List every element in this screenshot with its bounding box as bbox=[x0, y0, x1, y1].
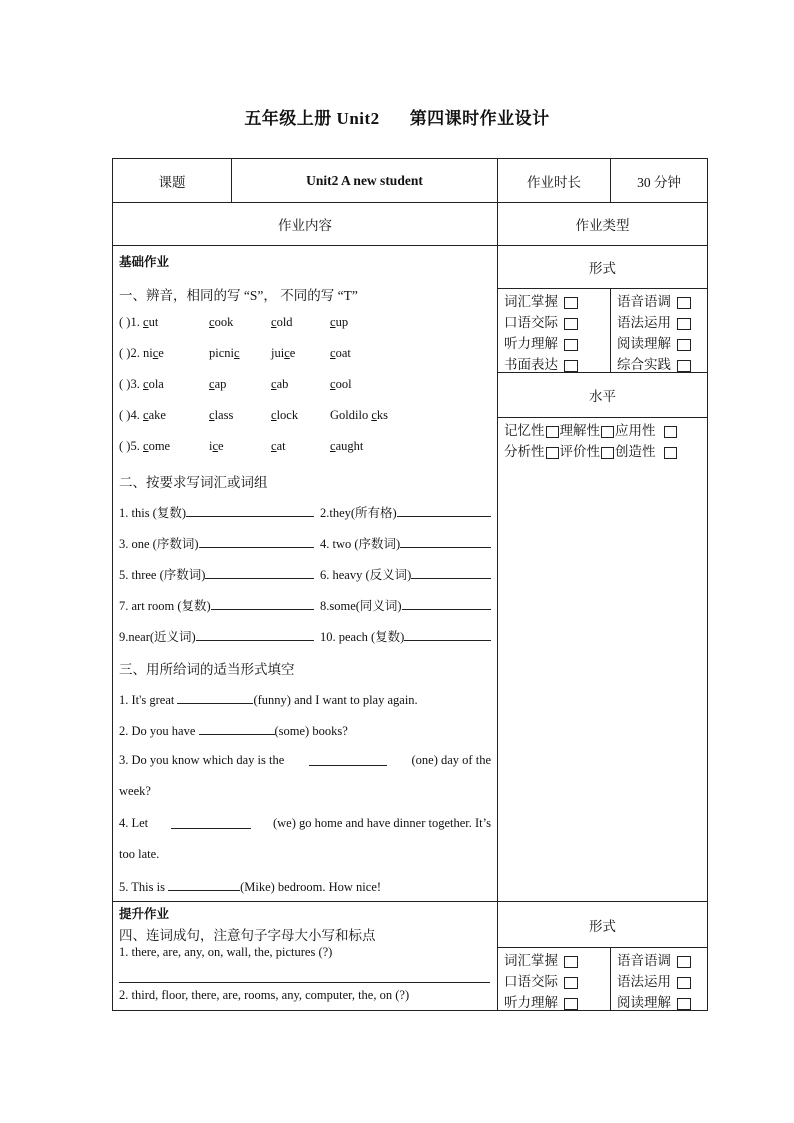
sec2-item-right: 2.they(所有格) bbox=[320, 503, 491, 521]
sec2-title: 二、按要求写词汇或词组 bbox=[119, 475, 268, 490]
sec1-word-underlined-letter: c bbox=[209, 377, 215, 391]
sec2-blank[interactable] bbox=[400, 535, 491, 548]
q5-post: (Mike) bedroom. How nice! bbox=[240, 880, 382, 894]
checkbox[interactable] bbox=[677, 360, 691, 372]
level-option-label: 分析性 bbox=[504, 444, 545, 459]
sec3-q2 bbox=[119, 722, 348, 739]
q1-post: (funny) and I want to play again. bbox=[253, 693, 418, 707]
form-option-label: 语音语调 bbox=[617, 294, 671, 309]
sec1-word-underlined-letter: c bbox=[330, 377, 336, 391]
form-option-label: 阅读理解 bbox=[617, 995, 671, 1010]
sec1-word-underlined-letter: c bbox=[234, 346, 240, 360]
title-part2: 第四课时作业设计 bbox=[409, 109, 550, 128]
form-option[interactable] bbox=[617, 991, 691, 1011]
level-option-label: 理解性 bbox=[559, 423, 600, 438]
sec2-blank[interactable] bbox=[196, 628, 314, 641]
checkbox[interactable] bbox=[564, 956, 578, 968]
form-option-label: 词汇掌握 bbox=[504, 294, 558, 309]
sec1-word: cold bbox=[271, 315, 293, 329]
sec1-word: cake bbox=[143, 408, 166, 422]
sec3-q3 bbox=[119, 753, 491, 768]
checkbox[interactable] bbox=[564, 977, 578, 989]
sec1-word: caught bbox=[330, 439, 364, 453]
sec2-item-left: 7. art room (复数) bbox=[119, 596, 314, 614]
sec2-blank[interactable] bbox=[205, 566, 314, 579]
sec1-row-number: ( )3. bbox=[119, 377, 140, 391]
level-row2 bbox=[504, 440, 678, 460]
form-option[interactable] bbox=[504, 353, 578, 373]
level-option-label: 创造性 bbox=[615, 444, 656, 459]
checkbox[interactable] bbox=[677, 297, 691, 309]
sec2-item-left: 1. this (复数) bbox=[119, 503, 314, 521]
checkbox[interactable] bbox=[564, 318, 578, 330]
form-option[interactable] bbox=[617, 332, 691, 352]
sec1-word-underlined-letter: c bbox=[212, 439, 219, 453]
sec1-word: cola bbox=[143, 377, 164, 391]
form-option-label: 书面表达 bbox=[504, 357, 558, 372]
sec2-item-left: 5. three (序数词) bbox=[119, 565, 314, 583]
sec2-blank[interactable] bbox=[402, 597, 491, 610]
sec3-q4 bbox=[119, 816, 491, 831]
form-option[interactable] bbox=[504, 949, 578, 969]
q4-pre: 4. Let bbox=[119, 816, 149, 830]
checkbox[interactable] bbox=[546, 447, 559, 459]
checkbox[interactable] bbox=[677, 998, 691, 1010]
sec1-row-number: ( )1. bbox=[119, 315, 140, 329]
sec1-word-underlined-letter: c bbox=[330, 439, 336, 453]
sec1-row-number: ( )4. bbox=[119, 408, 140, 422]
sec2-blank[interactable] bbox=[211, 597, 314, 610]
sec1-word: nice bbox=[143, 346, 164, 360]
sec1-word-underlined-letter: c bbox=[143, 439, 149, 453]
q3-blank[interactable] bbox=[309, 753, 387, 766]
level-option-label: 评价性 bbox=[559, 444, 600, 459]
form-option[interactable] bbox=[504, 290, 578, 310]
sec1-word: class bbox=[209, 408, 234, 422]
sec2-blank[interactable] bbox=[186, 504, 314, 517]
sec2-blank[interactable] bbox=[411, 566, 491, 579]
form-title: 形式 bbox=[589, 261, 616, 276]
sec2-item-left: 9.near(近义词) bbox=[119, 627, 314, 645]
sec1-word: Goldilo cks bbox=[330, 408, 389, 422]
sec2-item-right: 10. peach (复数) bbox=[320, 627, 491, 645]
sec2-blank[interactable] bbox=[199, 535, 315, 548]
sec1-row-number: ( )5. bbox=[119, 439, 140, 453]
checkbox[interactable] bbox=[564, 360, 578, 372]
form-option-label: 阅读理解 bbox=[617, 336, 671, 351]
form-option[interactable] bbox=[617, 311, 691, 331]
sec1-word: cat bbox=[271, 439, 286, 453]
sec1-word: cool bbox=[330, 377, 352, 391]
sec3-q3-cont: week? bbox=[119, 784, 151, 798]
sec1-word-underlined-letter: c bbox=[271, 377, 277, 391]
form-option-label: 综合实践 bbox=[617, 357, 671, 372]
form-option-label: 词汇掌握 bbox=[504, 953, 558, 968]
form-option-label: 语音语调 bbox=[617, 953, 671, 968]
sec1-word-underlined-letter: c bbox=[330, 315, 336, 329]
q5-blank[interactable] bbox=[168, 878, 240, 891]
sec1-word: cook bbox=[209, 315, 234, 329]
checkbox[interactable] bbox=[677, 956, 691, 968]
sec1-title: 一、辨音，相同的写 “S”， 不同的写 “T” bbox=[119, 288, 358, 303]
sec1-word: cap bbox=[209, 377, 227, 391]
sec4-q1: 1. there, are, any, on, wall, the, pictures (?) bbox=[119, 945, 333, 959]
form-option[interactable] bbox=[617, 353, 691, 373]
form-option-label: 听力理解 bbox=[504, 995, 558, 1010]
sec1-word: juice bbox=[271, 346, 296, 360]
q2-pre: 2. Do you have bbox=[119, 724, 199, 738]
sec4-title: 四、连词成句，注意句子字母大小写和标点 bbox=[119, 928, 376, 943]
sec2-item-right: 8.some(同义词) bbox=[320, 596, 491, 614]
sec1-word: cab bbox=[271, 377, 289, 391]
form-option[interactable] bbox=[617, 970, 691, 990]
sec1-word-underlined-letter: c bbox=[271, 408, 277, 422]
checkbox[interactable] bbox=[677, 318, 691, 330]
q2-post: (some) books? bbox=[274, 724, 348, 738]
sec2-item-right: 4. two (序数词) bbox=[320, 534, 491, 552]
topic-label: 课题 bbox=[158, 174, 186, 190]
sec1-word: cut bbox=[143, 315, 159, 329]
form-option-label: 听力理解 bbox=[504, 336, 558, 351]
sec2-item-left: 3. one (序数词) bbox=[119, 534, 314, 552]
sec1-word: picnic bbox=[209, 346, 240, 360]
sec3-q5 bbox=[119, 878, 381, 895]
checkbox[interactable] bbox=[664, 426, 677, 438]
checkbox[interactable] bbox=[564, 339, 578, 351]
q3-pre: 3. Do you know which day is the bbox=[119, 753, 285, 767]
checkbox[interactable] bbox=[564, 297, 578, 309]
sec1-word: coat bbox=[330, 346, 351, 360]
sec3-q1 bbox=[119, 691, 418, 708]
sec1-row-number: ( )2. bbox=[119, 346, 140, 360]
sec1-word-underlined-letter: c bbox=[152, 346, 159, 360]
form-option[interactable] bbox=[504, 311, 578, 331]
sec1-word: ice bbox=[209, 439, 224, 453]
sec1-word-underlined-letter: c bbox=[271, 439, 277, 453]
sec1-word-underlined-letter: c bbox=[143, 315, 149, 329]
sec2-blank[interactable] bbox=[397, 504, 491, 517]
sec2-blank[interactable] bbox=[404, 628, 491, 641]
checkbox[interactable] bbox=[677, 977, 691, 989]
document-title bbox=[0, 104, 794, 129]
checkbox[interactable] bbox=[601, 426, 614, 438]
form-option[interactable] bbox=[504, 991, 578, 1011]
duration-value: 30 分钟 bbox=[637, 174, 681, 190]
sec1-word-underlined-letter: c bbox=[371, 408, 377, 422]
q4-post: (we) go home and have dinner together. It’s bbox=[272, 816, 491, 830]
checkbox[interactable] bbox=[546, 426, 559, 438]
checkbox[interactable] bbox=[564, 998, 578, 1010]
sec3-q4-cont: too late. bbox=[119, 847, 160, 861]
form-option-label: 口语交际 bbox=[504, 315, 558, 330]
advanced-heading: 提升作业 bbox=[119, 907, 170, 921]
sec1-word-underlined-letter: c bbox=[143, 408, 149, 422]
sec1-word-underlined-letter: c bbox=[330, 346, 336, 360]
q4-blank[interactable] bbox=[171, 816, 251, 829]
sec4-answer-line[interactable] bbox=[119, 982, 490, 983]
sec1-word: clock bbox=[271, 408, 299, 422]
form-option[interactable] bbox=[617, 949, 691, 969]
sec3-title: 三、用所给词的适当形式填空 bbox=[119, 662, 295, 677]
duration-label: 作业时长 bbox=[527, 174, 581, 190]
level-option-label: 记忆性 bbox=[504, 423, 545, 438]
content-label: 作业内容 bbox=[278, 218, 332, 233]
form2-title: 形式 bbox=[589, 918, 616, 934]
checkbox[interactable] bbox=[677, 339, 691, 351]
q5-pre: 5. This is bbox=[119, 880, 169, 894]
sec1-word-underlined-letter: c bbox=[209, 315, 215, 329]
sec1-word-underlined-letter: c bbox=[209, 408, 215, 422]
level-title: 水平 bbox=[589, 389, 616, 404]
level-option-label: 应用性 bbox=[615, 423, 656, 438]
checkbox[interactable] bbox=[601, 447, 614, 459]
q1-blank[interactable] bbox=[177, 691, 253, 704]
form-option-label: 语法运用 bbox=[617, 315, 671, 330]
form-option[interactable] bbox=[504, 332, 578, 352]
topic-value: Unit2 A new student bbox=[306, 172, 423, 188]
type-label: 作业类型 bbox=[575, 218, 630, 233]
q3-post: (one) day of the bbox=[411, 753, 491, 767]
checkbox[interactable] bbox=[664, 447, 677, 459]
form-option[interactable] bbox=[504, 970, 578, 990]
sec1-word-underlined-letter: c bbox=[284, 346, 290, 360]
form-option-label: 口语交际 bbox=[504, 974, 558, 989]
sec2-item-right: 6. heavy (反义词) bbox=[320, 565, 491, 583]
form-option[interactable] bbox=[617, 290, 691, 310]
sec1-word-underlined-letter: c bbox=[271, 315, 277, 329]
level-row1 bbox=[504, 419, 678, 439]
sec1-word-underlined-letter: c bbox=[143, 377, 149, 391]
sec1-word: cup bbox=[330, 315, 349, 329]
title-part1: 五年级上册 Unit2 bbox=[244, 109, 380, 128]
sec1-word: come bbox=[143, 439, 171, 453]
q1-pre: 1. It's great bbox=[119, 693, 178, 707]
sec4-q2: 2. third, floor, there, are, rooms, any, computer, the, on (?) bbox=[119, 988, 410, 1002]
form-option-label: 语法运用 bbox=[617, 974, 671, 989]
q2-blank[interactable] bbox=[199, 722, 275, 735]
basic-heading: 基础作业 bbox=[119, 255, 170, 269]
